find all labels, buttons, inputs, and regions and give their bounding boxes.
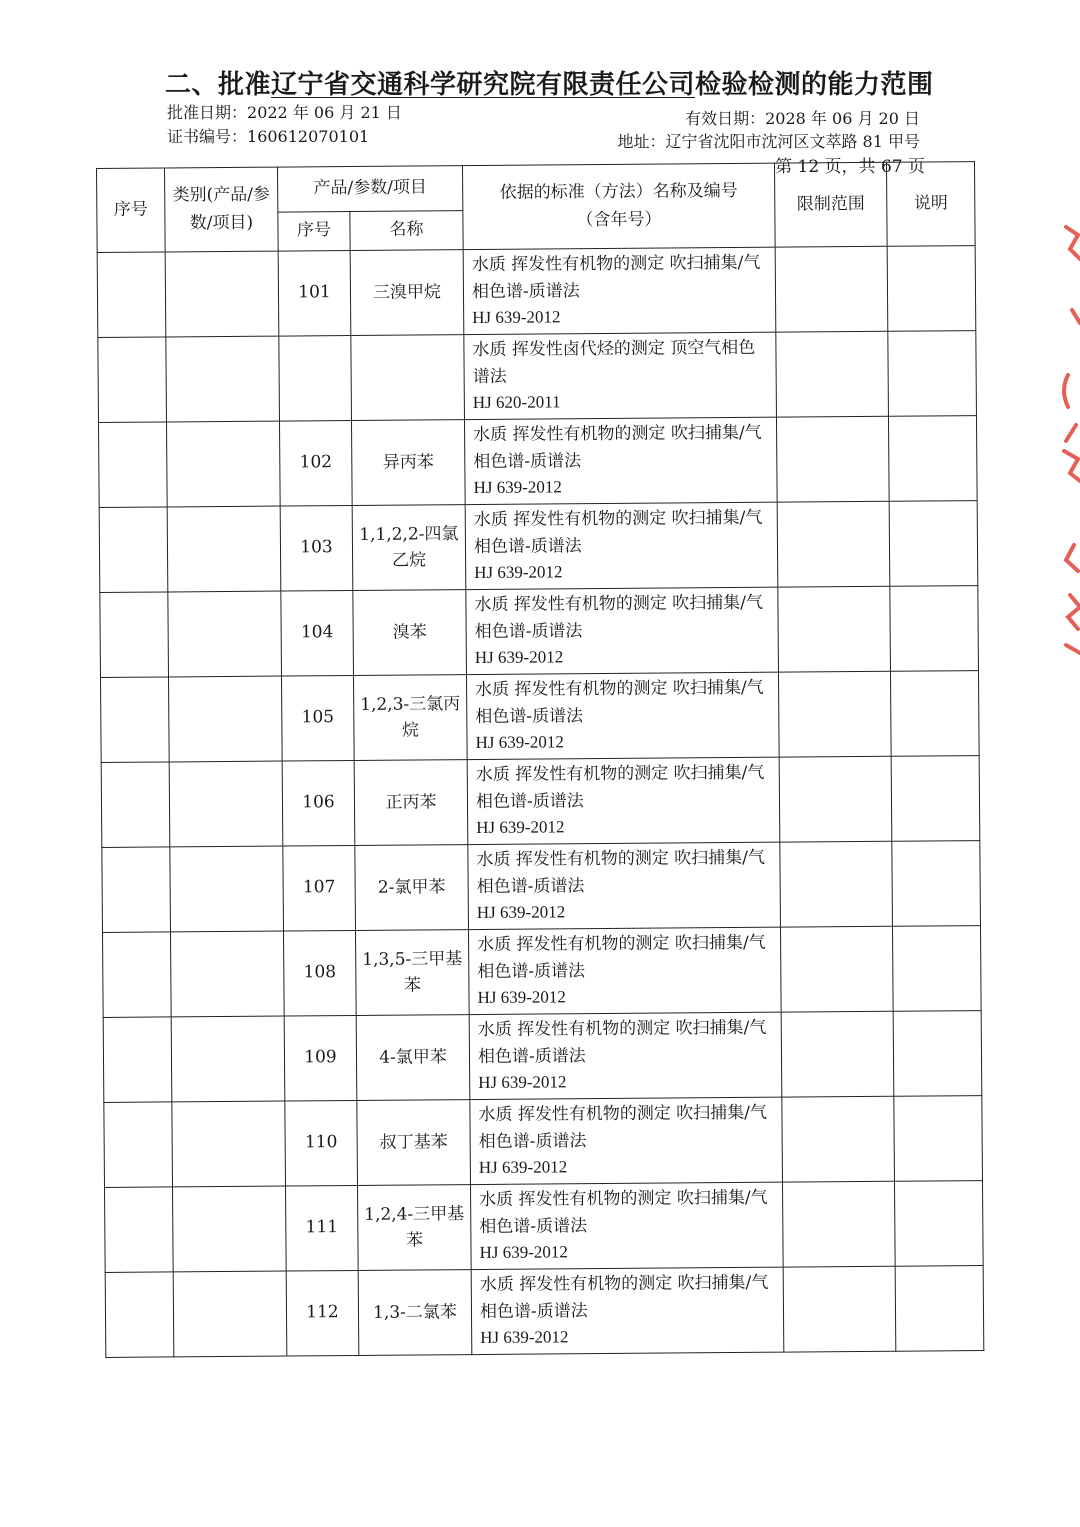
- cell-seq: [105, 1187, 174, 1273]
- cell-limit: [782, 1181, 895, 1267]
- cell-item-name: 1,3,5-三甲基苯: [355, 930, 469, 1016]
- header-category: 类别(产品/参数/项目): [165, 167, 279, 252]
- cell-seq: [97, 252, 166, 338]
- cell-standard: [464, 332, 777, 419]
- cell-note: [890, 671, 979, 757]
- cell-category: [166, 336, 280, 422]
- cell-item-name: 2-氯甲苯: [355, 845, 469, 931]
- cell-standard: [467, 757, 780, 844]
- capability-table-wrapper: [96, 161, 984, 1358]
- table-row: [101, 756, 980, 848]
- capability-table: [96, 161, 984, 1358]
- header-sub-name: 名称: [350, 211, 463, 251]
- cell-note: [892, 841, 981, 927]
- cell-seq: [101, 677, 170, 763]
- cert-no-label: 证书编号：: [167, 127, 248, 146]
- approval-date-label: 批准日期：: [167, 103, 248, 122]
- standard-code: HJ 639-2012: [478, 1072, 567, 1093]
- standard-code: HJ 639-2012: [472, 307, 561, 328]
- header-note: 说明: [886, 162, 975, 247]
- cell-item-number: 112: [286, 1270, 359, 1356]
- cell-seq: [101, 762, 170, 848]
- cell-standard: [466, 672, 779, 759]
- cell-limit: [777, 501, 890, 587]
- approval-date-value: 2022 年 06 月 21 日: [247, 103, 402, 122]
- cell-limit: [780, 841, 893, 927]
- standard-name: 水质 挥发性有机物的测定 吹扫捕集/气相色谱-质谱法: [475, 677, 764, 727]
- table-row: [101, 671, 980, 763]
- table-row: [105, 1181, 984, 1273]
- cell-seq: [98, 422, 167, 508]
- cell-seq: [99, 507, 168, 593]
- cell-note: [889, 501, 978, 587]
- approval-date: [167, 100, 402, 123]
- cell-item-number: 107: [283, 845, 356, 931]
- cell-item-name: 叔丁基苯: [357, 1100, 471, 1186]
- table-row: [100, 586, 979, 678]
- cell-limit: [782, 1096, 895, 1182]
- cell-category: [172, 1101, 286, 1187]
- cell-standard: [471, 1267, 784, 1354]
- title-suffix: 检验检测的能力范围: [695, 70, 934, 100]
- cell-category: [168, 676, 282, 762]
- page-indicator: 第 12 页，共 67 页: [775, 157, 925, 177]
- cell-item-name: 正丙苯: [354, 760, 468, 846]
- cell-item-name: 三溴甲烷: [350, 250, 464, 336]
- cell-standard: [468, 842, 781, 929]
- header-standard: 依据的标准（方法）名称及编号（含年号）: [462, 163, 775, 249]
- cell-item-number: [279, 336, 352, 422]
- cell-limit: [776, 416, 889, 502]
- cell-seq: [103, 1017, 172, 1103]
- cell-item-name: 异丙苯: [351, 420, 465, 506]
- standard-name: 水质 挥发性有机物的测定 吹扫捕集/气相色谱-质谱法: [475, 762, 765, 812]
- address-label: 地址：: [617, 132, 666, 151]
- table-row: [99, 501, 978, 593]
- cell-item-number: 110: [285, 1100, 358, 1186]
- standard-code: HJ 620-2011: [472, 392, 561, 413]
- cell-category: [166, 421, 280, 507]
- table-row: [102, 841, 981, 933]
- standard-code: HJ 639-2012: [473, 477, 562, 498]
- cell-item-number: 104: [281, 590, 354, 676]
- cell-note: [894, 1096, 983, 1182]
- standard-name: 水质 挥发性有机物的测定 吹扫捕集/气相色谱-质谱法: [474, 592, 764, 642]
- cell-note: [888, 331, 977, 417]
- cell-item-number: 102: [279, 421, 352, 507]
- cell-limit: [783, 1266, 896, 1352]
- cell-seq: [102, 847, 171, 933]
- cell-standard: [468, 927, 781, 1014]
- cell-category: [165, 251, 279, 337]
- standard-name: 水质 挥发性有机物的测定 吹扫捕集/气相色谱-质谱法: [473, 422, 762, 472]
- standard-name: 水质 挥发性有机物的测定 吹扫捕集/气相色谱-质谱法: [477, 1017, 767, 1067]
- standard-name: 水质 挥发性有机物的测定 吹扫捕集/气相色谱-质谱法: [471, 252, 761, 302]
- standard-name: 水质 挥发性有机物的测定 吹扫捕集/气相色谱-质谱法: [476, 847, 766, 897]
- cell-standard: [470, 1097, 783, 1184]
- standard-code: HJ 639-2012: [474, 562, 563, 583]
- table-row: [103, 1011, 982, 1103]
- header-sub-seq: 序号: [278, 212, 350, 252]
- cell-seq: [104, 1102, 173, 1188]
- cell-seq: [105, 1272, 174, 1358]
- cell-item-number: 103: [280, 505, 353, 591]
- address-value: 辽宁省沈阳市沈河区文萃路 81 甲号: [665, 132, 920, 151]
- cell-note: [895, 1266, 984, 1352]
- standard-name: 水质 挥发性卤代烃的测定 顶空气相色谱法: [472, 337, 756, 387]
- cell-standard: [466, 587, 779, 674]
- standard-code: HJ 639-2012: [476, 902, 566, 923]
- cell-limit: [775, 246, 888, 332]
- cell-item-number: 106: [282, 760, 355, 846]
- table-row: [105, 1266, 984, 1358]
- cell-category: [168, 591, 282, 677]
- cell-item-number: 108: [283, 930, 356, 1016]
- certificate-number: [167, 124, 369, 147]
- cell-item-number: 101: [278, 251, 351, 337]
- cell-limit: [778, 586, 891, 672]
- cell-category: [169, 761, 283, 847]
- table-row: [97, 246, 976, 338]
- table-row: [104, 1096, 983, 1188]
- cell-category: [173, 1271, 287, 1357]
- cell-item-name: 溴苯: [353, 590, 467, 676]
- standard-code: HJ 639-2012: [476, 817, 565, 838]
- cell-standard: [464, 417, 777, 504]
- cell-standard: [465, 502, 778, 589]
- cell-limit: [779, 756, 892, 842]
- standard-code: HJ 639-2012: [475, 732, 564, 753]
- page-title: [165, 64, 965, 101]
- standard-name: 水质 挥发性有机物的测定 吹扫捕集/气相色谱-质谱法: [479, 1187, 768, 1237]
- red-seal-stamp-edge: [1056, 215, 1080, 675]
- standard-name: 水质 挥发性有机物的测定 吹扫捕集/气相色谱-质谱法: [477, 932, 766, 982]
- standard-code: HJ 639-2012: [477, 987, 566, 1008]
- valid-date: [685, 106, 920, 129]
- cell-item-name: 1,2,4-三甲基苯: [357, 1185, 471, 1271]
- cert-no-value: 160612070101: [247, 127, 370, 146]
- cell-standard: [469, 1012, 782, 1099]
- title-organization: 辽宁省交通科学研究院有限责任公司: [271, 70, 696, 100]
- cell-limit: [776, 331, 889, 417]
- header-product-group: 产品/参数/项目: [277, 166, 462, 212]
- cell-category: [171, 931, 285, 1017]
- cell-item-number: 111: [286, 1185, 359, 1271]
- header-limit: 限制范围: [774, 162, 887, 247]
- address: [617, 129, 920, 152]
- cell-item-number: 109: [284, 1015, 357, 1101]
- header-seq: 序号: [97, 168, 166, 253]
- cell-item-name: 1,1,2,2-四氯乙烷: [352, 505, 466, 591]
- cell-note: [891, 756, 980, 842]
- cell-item-name: 1,2,3-三氯丙烷: [353, 675, 467, 761]
- cell-item-name: [351, 335, 465, 421]
- valid-date-label: 有效日期：: [685, 109, 766, 128]
- cell-limit: [781, 1011, 894, 1097]
- valid-date-value: 2028 年 06 月 20 日: [765, 109, 920, 128]
- table-row: [103, 926, 982, 1018]
- cell-standard: [463, 247, 776, 334]
- cell-seq: [98, 337, 167, 423]
- cell-note: [894, 1181, 983, 1267]
- cell-note: [888, 416, 977, 502]
- cell-item-name: 1,3-二氯苯: [358, 1270, 472, 1356]
- standard-name: 水质 挥发性有机物的测定 吹扫捕集/气相色谱-质谱法: [478, 1102, 768, 1152]
- cell-limit: [778, 671, 891, 757]
- cell-note: [890, 586, 979, 672]
- cell-limit: [780, 926, 893, 1012]
- standard-code: HJ 639-2012: [474, 647, 564, 668]
- title-prefix: 二、批准: [165, 70, 272, 100]
- standard-code: HJ 639-2012: [479, 1242, 568, 1263]
- table-row: [98, 331, 977, 423]
- cell-category: [170, 846, 284, 932]
- standard-code: HJ 639-2012: [480, 1327, 569, 1348]
- standard-code: HJ 639-2012: [478, 1157, 568, 1178]
- cell-note: [892, 926, 981, 1012]
- standard-name: 水质 挥发性有机物的测定 吹扫捕集/气相色谱-质谱法: [473, 507, 763, 557]
- table-row: [98, 416, 977, 508]
- cell-seq: [100, 592, 169, 678]
- standard-name: 水质 挥发性有机物的测定 吹扫捕集/气相色谱-质谱法: [479, 1272, 769, 1322]
- cell-note: [887, 246, 976, 332]
- cell-standard: [470, 1182, 783, 1269]
- cell-category: [173, 1186, 287, 1272]
- cell-note: [893, 1011, 982, 1097]
- cell-category: [171, 1016, 285, 1102]
- cell-category: [167, 506, 281, 592]
- cell-item-number: 105: [281, 675, 354, 761]
- cell-seq: [103, 932, 172, 1018]
- cell-item-name: 4-氯甲苯: [356, 1015, 470, 1101]
